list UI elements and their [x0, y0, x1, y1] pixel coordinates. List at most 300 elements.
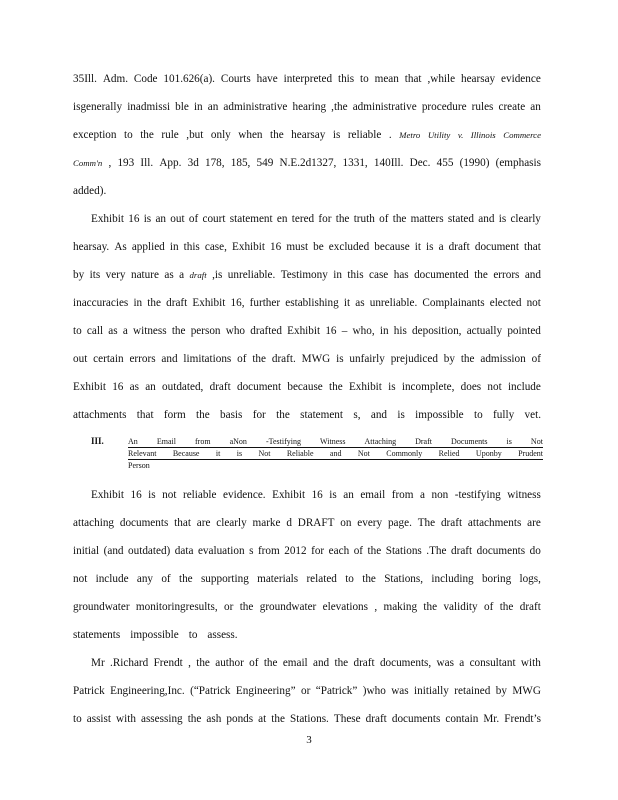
word: the [392, 213, 407, 225]
word: actually [466, 325, 503, 337]
word: this [347, 269, 364, 281]
word: by [443, 353, 455, 365]
word: not [487, 381, 502, 393]
word: consultant [469, 657, 516, 669]
word: en [276, 213, 288, 225]
word: out [170, 213, 185, 225]
heading-word: Attaching [364, 437, 397, 446]
word: that [136, 409, 154, 421]
word: does [460, 381, 482, 393]
word: 1331, [342, 157, 368, 169]
word: clearly [216, 517, 247, 529]
word: of [379, 213, 389, 225]
heading-word: Not [530, 437, 543, 446]
word: ,is [212, 269, 223, 281]
word: the [474, 269, 488, 281]
word: documents, [379, 657, 432, 669]
word: as [108, 325, 118, 337]
word: documents [119, 517, 169, 529]
word: for [311, 545, 325, 557]
word: deposition, [412, 325, 462, 337]
word: out [73, 353, 88, 365]
word: Engineering,Inc. [110, 685, 185, 697]
heading-word: Reliable [286, 449, 314, 458]
word: because [287, 381, 323, 393]
word: Complainants [422, 297, 485, 309]
word: Exhibit [287, 325, 321, 337]
word: by [73, 269, 85, 281]
word: from [257, 545, 280, 557]
word: (1990) [459, 157, 490, 169]
word: nature [130, 269, 159, 281]
word: in [333, 269, 342, 281]
word: draft [209, 381, 231, 393]
word: of [237, 353, 247, 365]
word: certain [93, 353, 124, 365]
word: draft [448, 241, 470, 253]
word: 16, [230, 297, 245, 309]
word: is [388, 381, 396, 393]
word: validity [443, 601, 478, 613]
word: initially [414, 685, 449, 697]
text-line [73, 516, 541, 530]
word: As [114, 241, 127, 253]
word: is [426, 241, 434, 253]
text-line [91, 212, 541, 226]
word: in [379, 325, 389, 337]
word: 16 [128, 213, 140, 225]
heading-word: Not [357, 449, 370, 458]
word: The [417, 517, 436, 529]
heading-word: Witness [320, 437, 346, 446]
word: and [524, 269, 541, 281]
word: Commerce [503, 130, 541, 140]
word: .The [426, 545, 447, 557]
word: Code [133, 73, 158, 85]
word: his [393, 325, 407, 337]
word: this [337, 73, 355, 85]
word: interpreted [283, 73, 333, 85]
heading-word: Because [172, 449, 200, 458]
word: of [249, 657, 259, 669]
word: and [370, 409, 388, 421]
word: a [179, 269, 185, 281]
word: Patrick [73, 685, 105, 697]
word: 193 [117, 157, 135, 169]
word: 16 [112, 381, 124, 393]
word: drafted [250, 325, 282, 337]
word: the [178, 573, 193, 585]
text-line [73, 128, 541, 142]
word: that [174, 517, 191, 529]
word: rule [161, 129, 179, 141]
word: Stations, [384, 573, 424, 585]
word: Exhibit [91, 489, 124, 501]
word: do [529, 545, 541, 557]
word: inaccuracies [73, 297, 129, 309]
word: stated [447, 213, 474, 225]
word: contain [445, 713, 479, 725]
word: errors [129, 353, 156, 365]
word: ble [175, 101, 189, 113]
page-number: 3 [306, 734, 312, 746]
word: are [527, 517, 541, 529]
word: 140Ill. [373, 157, 404, 169]
section-number: III. [91, 436, 104, 446]
word: the [196, 657, 210, 669]
word: document [236, 381, 282, 393]
word: s, [353, 409, 361, 421]
word: an [343, 489, 354, 501]
word: Metro [399, 130, 421, 140]
word: applied [131, 241, 165, 253]
word: hearsay [460, 73, 496, 85]
word: is [329, 489, 337, 501]
word: . [388, 129, 392, 141]
word: , [374, 601, 378, 613]
word: )who [362, 685, 386, 697]
word: was [391, 685, 409, 697]
word: a [438, 241, 444, 253]
word: in [193, 101, 203, 113]
word: , [108, 157, 112, 169]
word: 3d [187, 157, 199, 169]
heading-word: Uponby [475, 449, 502, 458]
word: this [183, 241, 200, 253]
text-line [73, 712, 541, 726]
heading-word: and [329, 449, 342, 458]
word: the [460, 353, 475, 365]
word: outdated) [128, 545, 171, 557]
text-line [91, 656, 541, 670]
word: when [238, 129, 263, 141]
word: Mr [91, 657, 105, 669]
word: witness [133, 325, 167, 337]
word: inadmissi [127, 101, 171, 113]
word: Comm'n [73, 158, 103, 168]
word: and [478, 213, 495, 225]
word: draft [519, 601, 541, 613]
word: Exhibit [272, 489, 306, 501]
word: draft [440, 517, 463, 529]
word: an [145, 381, 156, 393]
word: draft. [271, 353, 296, 365]
word: because [374, 241, 410, 253]
word: the [329, 381, 343, 393]
text-line [73, 544, 541, 558]
word: only [210, 129, 231, 141]
heading-word: Relevant [128, 449, 157, 458]
heading-word: -Testifying [265, 437, 301, 446]
word: by [495, 685, 507, 697]
word: on [340, 517, 352, 529]
word: Ill. [140, 157, 154, 169]
word: the [271, 713, 285, 725]
word: making [383, 601, 418, 613]
word: include [95, 573, 129, 585]
heading-word: An [128, 437, 138, 446]
word: retained [454, 685, 491, 697]
text-line [73, 240, 541, 254]
word: call [86, 325, 104, 337]
word: every [357, 517, 383, 529]
word: further [249, 297, 281, 309]
word: the [499, 601, 514, 613]
word: 455 [436, 157, 454, 169]
word: the [334, 657, 349, 669]
text-line [73, 184, 541, 198]
word: establishing [285, 297, 339, 309]
word: to [73, 713, 82, 725]
word: ponds [226, 713, 254, 725]
word: of [188, 213, 199, 225]
word: not [526, 297, 541, 309]
text-line [73, 628, 541, 642]
word: email [360, 489, 386, 501]
word: related [306, 573, 337, 585]
word: MWG [301, 353, 331, 365]
word: as [164, 269, 174, 281]
heading-word: it [215, 449, 221, 458]
heading-line [128, 448, 543, 460]
word: (and [103, 545, 124, 557]
word: it [414, 241, 421, 253]
word: 549 [256, 157, 274, 169]
word: the [362, 573, 376, 585]
word: 185, [230, 157, 251, 169]
word: as [129, 381, 139, 393]
word: case, [204, 241, 227, 253]
word: assist [86, 713, 111, 725]
word: to [124, 129, 133, 141]
word: was [436, 657, 454, 669]
word: the [239, 601, 254, 613]
heading-word: Relied [438, 449, 460, 458]
word: is [397, 409, 405, 421]
word: clearly [510, 213, 541, 225]
word: an [207, 101, 219, 113]
heading-word: Documents [451, 437, 488, 446]
word: the [252, 353, 266, 365]
word: admission [480, 353, 526, 365]
word: 16 [270, 241, 282, 253]
word: evidence [501, 73, 541, 85]
text-line [73, 380, 541, 394]
heading-word: Not [258, 449, 271, 458]
word: the [335, 213, 350, 225]
word: 16 [325, 325, 337, 337]
word: truth [353, 213, 375, 225]
word: matters [410, 213, 444, 225]
word: DRAFT [297, 517, 335, 529]
word: tered [291, 213, 315, 225]
word: is [148, 489, 156, 501]
word: These [333, 713, 361, 725]
word: non [431, 489, 449, 501]
word: or [224, 601, 234, 613]
word: not [162, 489, 177, 501]
heading-word: Commonly [386, 449, 423, 458]
text-line [73, 352, 541, 366]
word: and [161, 353, 178, 365]
word: elected [489, 297, 522, 309]
word: ,but [186, 129, 204, 141]
word: create [498, 101, 526, 113]
word: who [225, 325, 246, 337]
heading-word: Email [156, 437, 176, 446]
word: -testifying [454, 489, 501, 501]
word: attachments [73, 409, 127, 421]
word: , [188, 657, 191, 669]
word: documented [414, 269, 469, 281]
word: is [143, 213, 152, 225]
word: 101.626(a). [163, 73, 215, 85]
word: of [353, 545, 364, 557]
word: to [360, 73, 369, 85]
word: Exhibit [192, 297, 226, 309]
word: author [215, 657, 244, 669]
word: rules [471, 101, 494, 113]
word: evidence. [223, 489, 266, 501]
word: 35Ill. [73, 73, 97, 85]
word: Adm. [102, 73, 128, 85]
word: the [187, 713, 202, 725]
word: App. [159, 157, 182, 169]
text-line [73, 72, 541, 86]
word: Stations. [290, 713, 329, 725]
word: has [393, 269, 409, 281]
word: of [161, 573, 171, 585]
word: each [328, 545, 350, 557]
word: attaching [73, 517, 115, 529]
text-line [73, 572, 541, 586]
word: for [252, 409, 266, 421]
word: (emphasis [495, 157, 541, 169]
word: excluded [328, 241, 370, 253]
word: witness [507, 489, 541, 501]
word: .Richard [110, 657, 149, 669]
word: is [498, 213, 507, 225]
word: (“Patrick [190, 685, 231, 697]
word: evaluation [197, 545, 245, 557]
word: Stations [385, 545, 422, 557]
word: Courts [220, 73, 251, 85]
word: Exhibit [91, 213, 124, 225]
word: statement [300, 409, 344, 421]
word: N.E.2d1327, [279, 157, 337, 169]
word: Exhibit [348, 381, 382, 393]
word: Testimony [280, 269, 328, 281]
word: data [174, 545, 194, 557]
word: a [419, 489, 425, 501]
word: it [343, 297, 351, 309]
word: limitations [183, 353, 232, 365]
word: that [524, 241, 541, 253]
word: procedure [421, 101, 467, 113]
heading-word: is [506, 437, 512, 446]
word: draft [166, 297, 188, 309]
word: MWG [512, 685, 541, 697]
word: not [73, 573, 88, 585]
word: impossible [130, 629, 179, 641]
word: the [263, 657, 278, 669]
word: to [345, 573, 354, 585]
word: draft [451, 545, 473, 557]
word: hearing [292, 101, 327, 113]
word: “Patrick” [315, 685, 358, 697]
word: – [341, 325, 348, 337]
word: person [190, 325, 221, 337]
word: boring [481, 573, 512, 585]
word: very [105, 269, 126, 281]
word: Engineering” [235, 685, 296, 697]
word: monitoringresults, [135, 601, 218, 613]
word: Dec. [409, 157, 431, 169]
word: an [530, 101, 541, 113]
word: pointed [507, 325, 541, 337]
text-line [73, 324, 541, 338]
word: impossible [415, 409, 464, 421]
word: initial [73, 545, 100, 557]
word: unfairly [349, 353, 385, 365]
word: groundwater [259, 601, 317, 613]
word: reliable [182, 489, 217, 501]
text-line [73, 600, 541, 614]
word: a [459, 657, 465, 669]
word: the [423, 601, 438, 613]
word: from [391, 489, 414, 501]
word: assess. [207, 629, 238, 641]
word: ,while [427, 73, 456, 85]
word: Exhibit [73, 381, 106, 393]
word: d [286, 517, 292, 529]
word: or [301, 685, 311, 697]
word: elevations [322, 601, 368, 613]
word: unreliable. [227, 269, 276, 281]
word: added). [73, 185, 107, 197]
heading-word: aNon [229, 437, 247, 446]
text-line [73, 296, 541, 310]
word: is [332, 129, 341, 141]
word: and [313, 657, 330, 669]
text-line [73, 156, 541, 170]
word: Utility [427, 130, 451, 140]
word: statements [73, 629, 121, 641]
text-line [73, 684, 541, 698]
heading-word: Draft [415, 437, 432, 446]
word: include [507, 381, 541, 393]
word: for [318, 213, 332, 225]
word: mean [374, 73, 399, 85]
word: Frendt’s [504, 713, 541, 725]
word: to [474, 409, 483, 421]
word: page. [387, 517, 412, 529]
word: an [155, 213, 167, 225]
word: supporting [200, 573, 249, 585]
word: documents [476, 545, 526, 557]
word: administrative [223, 101, 288, 113]
word: at [258, 713, 267, 725]
word: documents [391, 713, 441, 725]
word: who, [352, 325, 375, 337]
word: the [147, 297, 161, 309]
word: 178, [204, 157, 225, 169]
word: v. [457, 130, 464, 140]
word: the [140, 129, 154, 141]
word: hearsay [291, 129, 326, 141]
word: be [313, 241, 324, 253]
word: incomplete, [401, 381, 455, 393]
